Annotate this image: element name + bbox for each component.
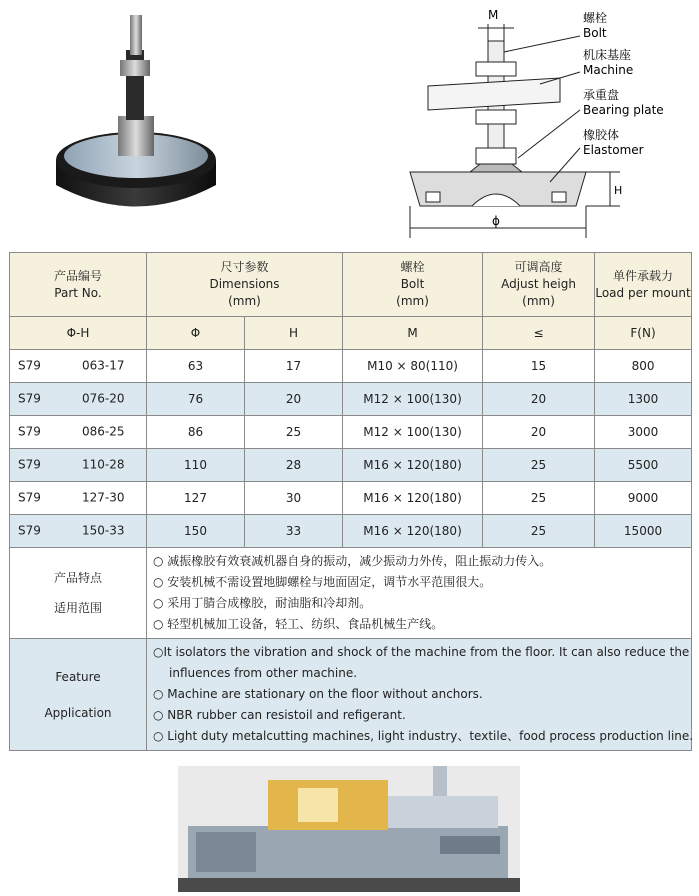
elastomer-cn-label: 橡胶体 [583, 128, 620, 142]
features-en-labels: Feature Application [10, 639, 147, 751]
product-photo [46, 10, 226, 220]
subheader-phi: Φ [147, 317, 245, 350]
table-row: S79 110-28 110 28 M16 × 120(180) 25 5500 [10, 449, 692, 482]
technical-diagram [400, 6, 690, 238]
table-row: S79 063-17 63 17 M10 × 80(110) 15 800 [10, 350, 692, 383]
machine-cn-label: 机床基座 [583, 48, 632, 62]
header-dimensions: 尺寸参数 Dimensions (mm) [147, 253, 343, 317]
bearing-en-label: Bearing plate [583, 103, 664, 117]
elastomer-en-label: Elastomer [583, 143, 644, 157]
subheader-le: ≤ [483, 317, 595, 350]
header-part: 产品编号 Part No. [10, 253, 147, 317]
header-bolt: 螺栓 Bolt (mm) [343, 253, 483, 317]
bolt-cn-label: 螺栓 [583, 11, 608, 25]
features-en-text: ○It isolators the vibration and shock of the machine from the floor. It can also reduce the influences from other machine. ○ Machine are stationary on the floor without anchors. ○ NBR rubber can resistoil and refigerant. ○ Light duty metalcutting machines, light industry、textile、food process production line. [147, 639, 692, 751]
spec-table [9, 252, 692, 751]
features-cn-text: ○ 减振橡胶有效衰减机器自身的振动，减少振动力外传，阻止振动力传入。 ○ 安装机械不需设置地脚螺栓与地面固定，调节水平范围很大。 ○ 采用丁腈合成橡胶，耐油脂和冷却剂。 ○ 轻型机械加工设备，轻工、纺织、食品机械生产线。 [147, 548, 692, 639]
bearing-cn-label: 承重盘 [583, 88, 620, 102]
machine-en-label: Machine [583, 63, 634, 77]
table-subheader-row [10, 317, 692, 350]
features-cn-labels: 产品特点 适用范围 [10, 548, 147, 639]
table-row: S79 127-30 127 30 M16 × 120(180) 25 9000 [10, 482, 692, 515]
machine-photo [178, 766, 520, 892]
subheader-h: H [245, 317, 343, 350]
bolt-en-label: Bolt [583, 26, 607, 40]
header-adjust: 可调高度 Adjust heigh (mm) [483, 253, 595, 317]
table-header-row [10, 253, 692, 317]
table-row: S79 150-33 150 33 M16 × 120(180) 25 15000 [10, 515, 692, 548]
subheader-m: M [343, 317, 483, 350]
features-cn-row [10, 548, 692, 639]
dim-h-label: H [614, 184, 623, 197]
header-load: 单件承载力 Load per mount [595, 253, 692, 317]
dim-m-label: M [488, 8, 499, 22]
subheader-phi-h: Φ-H [10, 317, 147, 350]
table-row: S79 086-25 86 25 M12 × 100(130) 20 3000 [10, 416, 692, 449]
dim-phi-label: ϕ [492, 214, 500, 228]
subheader-f: F(N) [595, 317, 692, 350]
features-en-row [10, 639, 692, 751]
table-row: S79 076-20 76 20 M12 × 100(130) 20 1300 [10, 383, 692, 416]
